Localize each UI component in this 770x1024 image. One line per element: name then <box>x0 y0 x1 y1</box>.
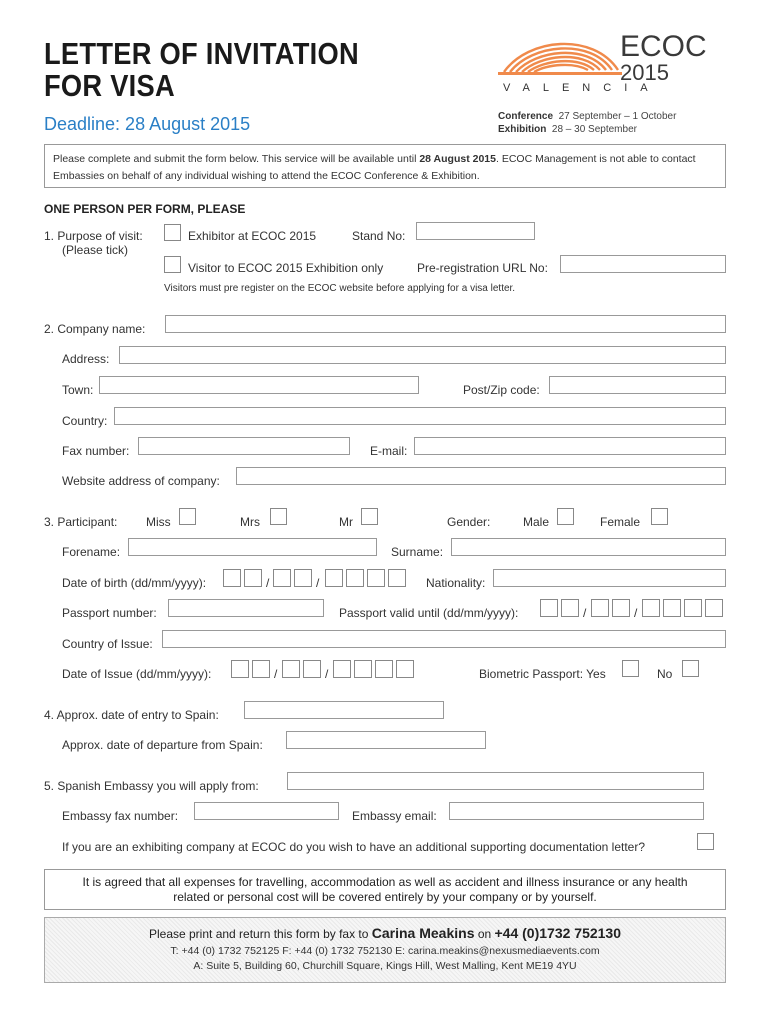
intro-part1: Please complete and submit the form below. This service will be available until <box>53 153 420 165</box>
intro-notice <box>44 144 726 188</box>
town-label: Town: <box>62 383 94 397</box>
issue-slash: / <box>325 667 329 681</box>
biometric-no-label: No <box>657 667 673 681</box>
dob-year-box[interactable] <box>367 569 385 587</box>
valid-day-box[interactable] <box>561 599 579 617</box>
dob-year-box[interactable] <box>325 569 343 587</box>
departure-label: Approx. date of departure from Spain: <box>62 738 263 752</box>
logo-year: 2015 <box>620 60 669 85</box>
footer-contact-name: Carina Meakins <box>371 925 475 941</box>
agreement-line-1: It is agreed that all expenses for travelling, accommodation as well as accident and illness insurance or any health <box>82 875 688 889</box>
mr-label: Mr <box>339 515 353 529</box>
male-checkbox[interactable] <box>557 508 574 525</box>
fax-field[interactable] <box>138 437 350 455</box>
exhibitor-checkbox[interactable] <box>164 224 181 241</box>
footer-address: A: Suite 5, Building 60, Churchill Square, Kings Hill, West Malling, Kent ME19 4YU <box>193 960 577 972</box>
forename-label: Forename: <box>62 545 121 559</box>
prereg-label: Pre-registration URL No: <box>417 261 548 275</box>
male-label: Male <box>523 515 550 529</box>
title-line-2: FOR VISA <box>44 68 175 103</box>
valid-year-box[interactable] <box>705 599 723 617</box>
issue-month-box[interactable] <box>303 660 321 678</box>
entry-field[interactable] <box>244 701 444 719</box>
biometric-no-checkbox[interactable] <box>682 660 699 677</box>
date-issue-label: Date of Issue (dd/mm/yyyy): <box>62 667 212 681</box>
fax-label: Fax number: <box>62 444 130 458</box>
dob-slash: / <box>266 576 270 590</box>
embassy-fax-field[interactable] <box>194 802 339 820</box>
exhibiting-question: If you are an exhibiting company at ECOC do you wish to have an additional supporting documentation letter? <box>62 840 646 854</box>
embassy-email-field[interactable] <box>449 802 704 820</box>
visitor-note: Visitors must pre register on the ECOC website before applying for a visa letter. <box>164 283 516 294</box>
passport-field[interactable] <box>168 599 324 617</box>
female-label: Female <box>600 515 641 529</box>
embassy-fax-label: Embassy fax number: <box>62 809 179 823</box>
supporting-letter-checkbox[interactable] <box>697 833 714 850</box>
issue-year-box[interactable] <box>354 660 372 678</box>
mrs-label: Mrs <box>240 515 260 529</box>
prereg-field[interactable] <box>560 255 726 273</box>
intro-deadline: 28 August 2015 <box>419 153 496 165</box>
stand-no-field[interactable] <box>416 222 535 240</box>
nationality-field[interactable] <box>493 569 726 587</box>
section-heading: ONE PERSON PER FORM, PLEASE <box>44 202 246 216</box>
footer-contact-details: T: +44 (0) 1732 752125 F: +44 (0) 1732 752130 E: carina.meakins@nexusmediaevents.com <box>170 945 600 957</box>
address-field[interactable] <box>119 346 726 364</box>
issue-month-box[interactable] <box>282 660 300 678</box>
embassy-email-label: Embassy email: <box>352 809 437 823</box>
country-issue-label: Country of Issue: <box>62 637 153 651</box>
issue-day-box[interactable] <box>231 660 249 678</box>
valid-year-box[interactable] <box>663 599 681 617</box>
stand-no-label: Stand No: <box>352 229 406 243</box>
valid-slash: / <box>634 606 638 620</box>
miss-checkbox[interactable] <box>179 508 196 525</box>
embassy-label: 5. Spanish Embassy you will apply from: <box>44 779 259 793</box>
dob-day-box[interactable] <box>244 569 262 587</box>
mr-checkbox[interactable] <box>361 508 378 525</box>
exhibitor-label: Exhibitor at ECOC 2015 <box>188 229 317 243</box>
entry-label: 4. Approx. date of entry to Spain: <box>44 708 219 722</box>
valid-year-box[interactable] <box>642 599 660 617</box>
email-label: E-mail: <box>370 444 408 458</box>
country-field[interactable] <box>114 407 726 425</box>
postcode-field[interactable] <box>549 376 726 394</box>
dob-day-box[interactable] <box>223 569 241 587</box>
gender-label: Gender: <box>447 515 491 529</box>
miss-label: Miss <box>146 515 171 529</box>
footer-fax: +44 (0)1732 752130 <box>494 925 621 941</box>
exhibition-dates: 28 – 30 September <box>551 124 637 135</box>
company-label: 2. Company name: <box>44 322 146 336</box>
intro-part2: . ECOC Management is not able to contact Embassies on behalf of any individual wishing to attend the ECOC Conference & Exhibition. <box>53 153 696 182</box>
contact-footer <box>44 917 726 983</box>
postcode-label: Post/Zip code: <box>463 383 540 397</box>
country-label: Country: <box>62 414 108 428</box>
biometric-yes-checkbox[interactable] <box>622 660 639 677</box>
valid-year-box[interactable] <box>684 599 702 617</box>
issue-day-box[interactable] <box>252 660 270 678</box>
embassy-field[interactable] <box>287 772 704 790</box>
valid-month-box[interactable] <box>591 599 609 617</box>
valid-month-box[interactable] <box>612 599 630 617</box>
issue-year-box[interactable] <box>333 660 351 678</box>
conference-dates: 27 September – 1 October <box>558 111 677 122</box>
mrs-checkbox[interactable] <box>270 508 287 525</box>
conference-label: Conference <box>498 111 554 122</box>
deadline: Deadline: 28 August 2015 <box>44 114 251 134</box>
agreement-line-2: related or personal cost will be covered entirely by your company or by yourself. <box>173 890 597 904</box>
departure-field[interactable] <box>286 731 486 749</box>
dob-year-box[interactable] <box>388 569 406 587</box>
visitor-label: Visitor to ECOC 2015 Exhibition only <box>188 261 384 275</box>
logo-name: ECOC <box>620 30 707 63</box>
biometric-label: Biometric Passport: Yes <box>479 667 606 681</box>
surname-field[interactable] <box>451 538 726 556</box>
event-dates <box>498 110 676 136</box>
email-field[interactable] <box>414 437 726 455</box>
surname-label: Surname: <box>391 545 444 559</box>
page-title <box>44 38 359 102</box>
title-line-1: LETTER OF INVITATION <box>44 36 359 71</box>
dob-month-box[interactable] <box>273 569 291 587</box>
purpose-label: 1. Purpose of visit: <box>44 229 143 243</box>
country-issue-field[interactable] <box>162 630 726 648</box>
visitor-checkbox[interactable] <box>164 256 181 273</box>
dob-year-box[interactable] <box>346 569 364 587</box>
passport-label: Passport number: <box>62 606 157 620</box>
dob-month-box[interactable] <box>294 569 312 587</box>
footer-instruction <box>45 925 725 941</box>
dob-slash: / <box>316 576 320 590</box>
footer-on: on <box>474 927 495 941</box>
ecoc-arch-icon <box>504 44 618 72</box>
valid-slash: / <box>583 606 587 620</box>
website-label: Website address of company: <box>62 474 220 488</box>
purpose-sub: (Please tick) <box>62 243 129 257</box>
logo-city: VALENCIA <box>503 82 661 94</box>
town-field[interactable] <box>99 376 419 394</box>
exhibition-label: Exhibition <box>498 124 547 135</box>
website-field[interactable] <box>236 467 726 485</box>
company-field[interactable] <box>165 315 726 333</box>
issue-year-box[interactable] <box>375 660 393 678</box>
agreement-notice <box>44 869 726 910</box>
dob-label: Date of birth (dd/mm/yyyy): <box>62 576 207 590</box>
footer-pre: Please print and return this form by fax to <box>148 927 372 941</box>
participant-label: 3. Participant: <box>44 515 118 529</box>
female-checkbox[interactable] <box>651 508 668 525</box>
issue-year-box[interactable] <box>396 660 414 678</box>
nationality-label: Nationality: <box>426 576 486 590</box>
address-label: Address: <box>62 352 110 366</box>
forename-field[interactable] <box>128 538 377 556</box>
issue-slash: / <box>274 667 278 681</box>
valid-day-box[interactable] <box>540 599 558 617</box>
passport-valid-label: Passport valid until (dd/mm/yyyy): <box>339 606 519 620</box>
